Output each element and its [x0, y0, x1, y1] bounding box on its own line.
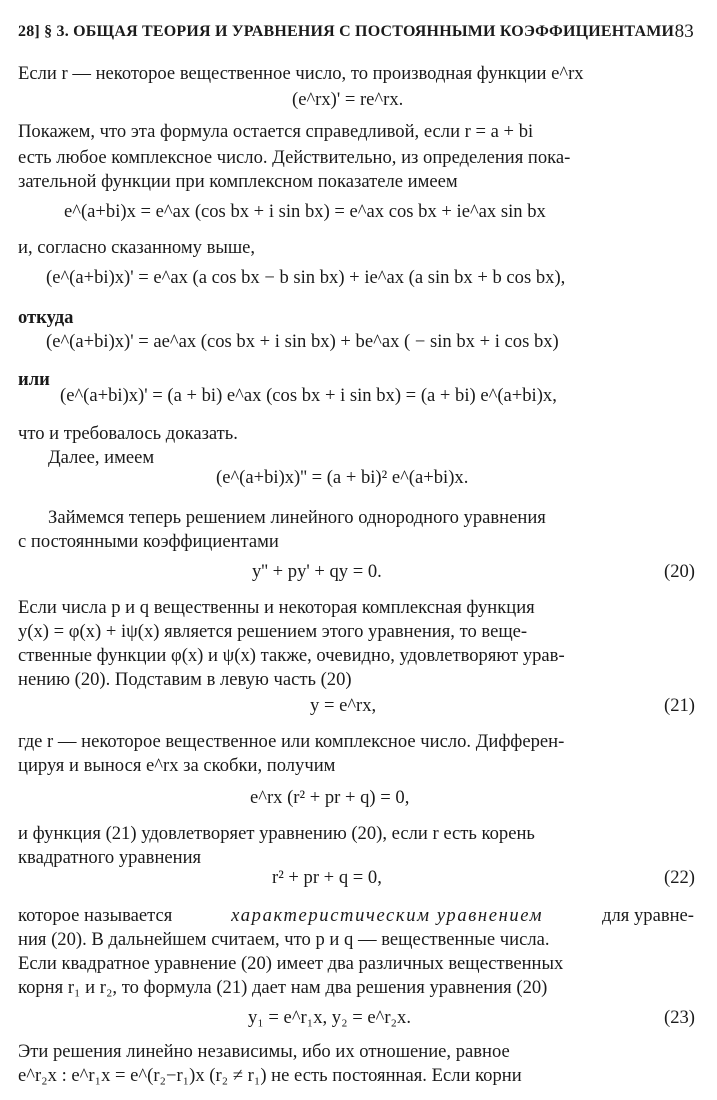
text-fragment: для уравне-: [602, 905, 694, 926]
equation: (e^(a+bi)x)' = ae^ax (cos bx + i sin bx) + be^ax ( − sin bx + i cos bx): [46, 331, 559, 352]
text-line: [18, 904, 694, 928]
equation-number: (21): [664, 695, 695, 716]
text-line: нению (20). Подставим в левую часть (20): [18, 669, 352, 690]
text-line: Если квадратное уравнение (20) имеет два различных вещественных: [18, 953, 564, 974]
text-fragment: которое называется: [18, 905, 173, 926]
equation-number: (22): [664, 867, 695, 888]
text-line: где r — некоторое вещественное или комплексное число. Дифферен-: [18, 731, 565, 752]
equation: e^rx (r² + pr + q) = 0,: [250, 787, 410, 808]
text-line: Займемся теперь решением линейного однородного уравнения: [48, 507, 546, 528]
text-line: Далее, имеем: [48, 447, 155, 468]
equation: y'' + py' + qy = 0.: [252, 561, 382, 582]
text-line: или: [18, 369, 50, 390]
text-line: ственные функции φ(x) и ψ(x) также, очевидно, удовлетворяют урав-: [18, 645, 565, 666]
equation: r² + pr + q = 0,: [272, 867, 382, 888]
equation: (e^(a+bi)x)'' = (a + bi)² e^(a+bi)x.: [216, 467, 469, 488]
equation: (e^(a+bi)x)' = e^ax (a cos bx − b sin bx) + ie^ax (a sin bx + b cos bx),: [46, 267, 566, 288]
text-line: и функция (21) удовлетворяет уравнению (20), если r есть корень: [18, 823, 535, 844]
text-line: откуда: [18, 307, 74, 328]
equation: (e^(a+bi)x)' = (a + bi) e^ax (cos bx + i sin bx) = (a + bi) e^(a+bi)x,: [60, 385, 557, 406]
page-number: 83: [674, 21, 694, 42]
text-line: квадратного уравнения: [18, 847, 202, 868]
text-line: ния (20). В дальнейшем считаем, что p и q — вещественные числа.: [18, 929, 550, 950]
text-line: Если числа p и q вещественны и некоторая комплексная функция: [18, 597, 535, 618]
text-line: и, согласно сказанному выше,: [18, 237, 256, 258]
text-line: с постоянными коэффициентами: [18, 531, 279, 552]
emphasized-term: характеристическим уравнением: [231, 905, 544, 926]
text-line: y(x) = φ(x) + iψ(x) является решением этого уравнения, то веще-: [18, 621, 528, 642]
equation: e^(a+bi)x = e^ax (cos bx + i sin bx) = e^ax cos bx + ie^ax sin bx: [64, 201, 546, 222]
equation-number: (20): [664, 561, 695, 582]
text-line: Если r — некоторое вещественное число, то производная функции e^rx: [18, 63, 584, 84]
equation: y₁ = e^r₁x, y₂ = e^r₂x.: [248, 1007, 411, 1028]
text-line: что и требовалось доказать.: [18, 423, 238, 444]
equation: (e^rx)' = re^rx.: [292, 89, 404, 110]
text-line: Эти решения линейно независимы, ибо их отношение, равное: [18, 1041, 510, 1062]
equation-number: (23): [664, 1007, 695, 1028]
text-line: зательной функции при комплексном показателе имеем: [18, 171, 458, 192]
text-line: корня r₁ и r₂, то формула (21) дает нам два решения уравнения (20): [18, 977, 548, 998]
equation: y = e^rx,: [310, 695, 377, 716]
running-header: [18, 20, 694, 44]
text-line: e^r₂x : e^r₁x = e^(r₂−r₁)x (r₂ ≠ r₁) не есть постоянная. Если корни: [18, 1065, 522, 1086]
text-line: Покажем, что эта формула остается справедливой, если r = a + bi: [18, 121, 534, 142]
section-title: 28] § 3. ОБЩАЯ ТЕОРИЯ И УРАВНЕНИЯ С ПОСТОЯННЫМИ КОЭФФИЦИЕНТАМИ: [18, 23, 675, 40]
text-line: цируя и вынося e^rx за скобки, получим: [18, 755, 336, 776]
text-line: есть любое комплексное число. Действительно, из определения пока-: [18, 147, 571, 168]
